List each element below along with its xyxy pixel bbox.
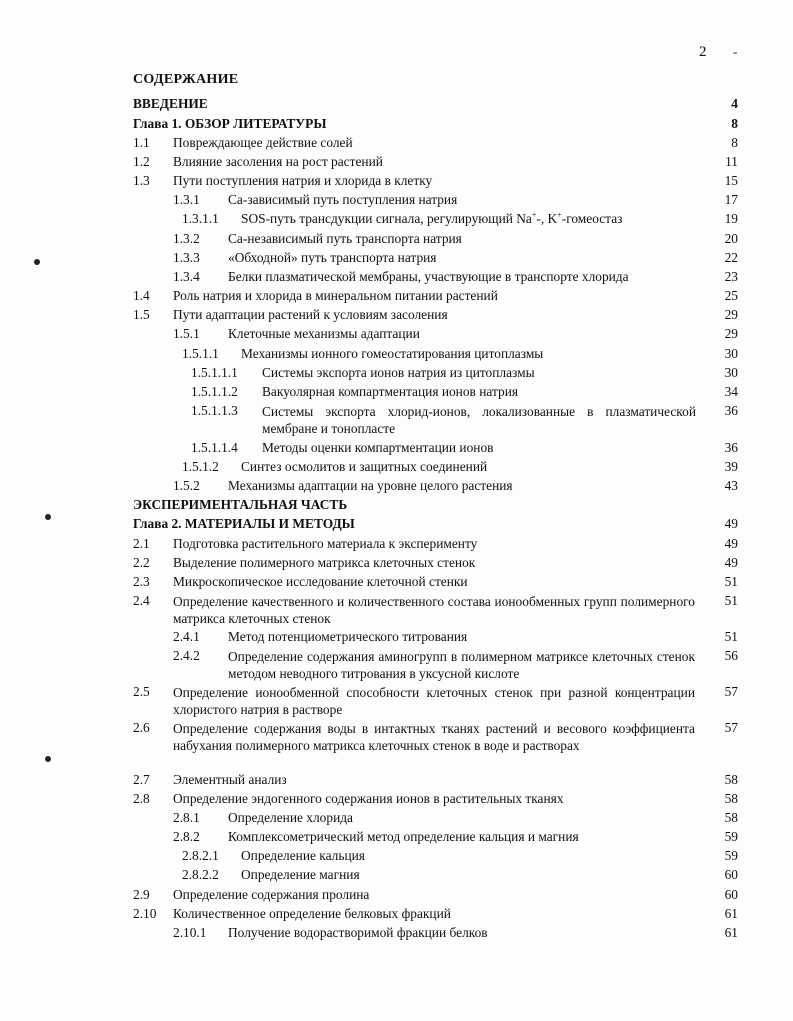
toc-entry-page: 60 (724, 887, 738, 902)
toc-entry-title: Определение содержания пролина (173, 887, 370, 902)
toc-entry-page: 49 (724, 516, 738, 531)
toc-entry-page: 8 (731, 116, 738, 131)
binder-hole-mark (34, 259, 40, 265)
toc-entry-title: Синтез осмолитов и защитных соединений (241, 459, 488, 474)
toc-entry-page: 34 (724, 384, 738, 399)
toc-entry-page: 51 (724, 574, 738, 589)
toc-entry-title: Глава 2. МАТЕРИАЛЫ И МЕТОДЫ (133, 516, 355, 531)
toc-entry-number: 2.9 (133, 887, 150, 902)
toc-entry-number: 2.10 (133, 906, 157, 921)
toc-entry-title: Са-независимый путь транспорта натрия (228, 231, 462, 246)
toc-entry-title: Глава 1. ОБЗОР ЛИТЕРАТУРЫ (133, 116, 327, 131)
toc-entry-page: 25 (724, 288, 738, 303)
toc-entry-number: 2.8.1 (173, 810, 200, 825)
toc-entry-number: 1.5 (133, 307, 150, 322)
toc-entry-title: Са-зависимый путь поступления натрия (228, 192, 458, 207)
toc-entry-title: Определение кальция (241, 848, 365, 863)
toc-entry-title: Определение качественного и количественного состава ионообменных групп полимерного матрикса клеточных стенок (173, 594, 695, 626)
toc-entry-page: 4 (731, 96, 738, 111)
toc-entry-title: Пути поступления натрия и хлорида в клетку (173, 173, 433, 188)
toc-entry-number: 2.6 (133, 720, 150, 735)
toc-entry-number: 2.4 (133, 593, 150, 608)
toc-entry-title: Комплексометрический метод определение кальция и магния (228, 829, 579, 844)
toc-entry-number: 2.10.1 (173, 925, 207, 940)
toc-entry-number: 1.5.1.1.2 (191, 384, 238, 399)
toc-entry-title: Системы экспорта ионов натрия из цитоплазмы (262, 365, 535, 380)
toc-entry-page: 36 (724, 403, 738, 418)
toc-entry-title: Пути адаптации растений к условиям засоления (173, 307, 448, 322)
toc-entry-page: 15 (724, 173, 738, 188)
toc-entry-number: 1.3.3 (173, 250, 200, 265)
toc-entry-title: Элементный анализ (173, 772, 287, 787)
toc-entry-page: 59 (724, 848, 738, 863)
toc-entry-title: Определение эндогенного содержания ионов в растительных тканях (173, 791, 564, 806)
toc-entry-number: 1.5.1.2 (182, 459, 219, 474)
toc-entry-number: 1.5.1.1.4 (191, 440, 238, 455)
toc-entry-title: Белки плазматической мембраны, участвующие в транспорте хлорида (228, 269, 629, 284)
toc-entry-number: 2.2 (133, 555, 150, 570)
toc-entry-number: 1.3.1.1 (182, 211, 219, 226)
toc-entry-number: 1.3.1 (173, 192, 200, 207)
toc-entry-title: Количественное определение белковых фракций (173, 906, 451, 921)
toc-entry-page: 19 (724, 211, 738, 226)
toc-entry-page: 49 (724, 536, 738, 551)
toc-entry-number: 2.4.2 (173, 648, 200, 663)
toc-entry-number: 2.3 (133, 574, 150, 589)
toc-entry-number: 1.5.1.1 (182, 346, 219, 361)
toc-entry-title: «Обходной» путь транспорта натрия (228, 250, 437, 265)
toc-entry-page: 56 (724, 648, 738, 663)
toc-entry-title: Подготовка растительного материала к эксперименту (173, 536, 478, 551)
toc-entry-page: 51 (724, 629, 738, 644)
toc-entry-number: 1.5.1.1.1 (191, 365, 238, 380)
toc-entry-number: 1.3 (133, 173, 150, 188)
toc-entry-title: Механизмы адаптации на уровне целого растения (228, 478, 513, 493)
toc-entry-title: Системы экспорта хлорид-ионов, локализованные в плазматической мембране и тонопласте (262, 404, 696, 436)
toc-entry-title: Определение ионообменной способности клеточных стенок при разной концентрации хлористого натрия в растворе (173, 685, 695, 717)
toc-entry-page: 58 (724, 791, 738, 806)
toc-entry-title: Методы оценки компартментации ионов (262, 440, 494, 455)
toc-entry-title: Повреждающее действие солей (173, 135, 353, 150)
toc-entry-title: Вакуолярная компартментация ионов натрия (262, 384, 519, 399)
toc-entry-page: 61 (724, 906, 738, 921)
toc-entry-page: 23 (724, 269, 738, 284)
toc-entry-page: 49 (724, 555, 738, 570)
toc-entry-title: SOS-путь трансдукции сигнала, регулирующий Na+-, K+-гомеостаз (241, 210, 623, 226)
toc-entry-page: 58 (724, 810, 738, 825)
toc-entry-title: ЭКСПЕРИМЕНТАЛЬНАЯ ЧАСТЬ (133, 497, 348, 512)
toc-entry-title: Роль натрия и хлорида в минеральном питании растений (173, 288, 498, 303)
toc-entry-title: Определение содержания аминогрупп в полимерном матриксе клеточных стенок методом неводного титрования в уксусной кислоте (228, 649, 695, 681)
toc-entry-page: 60 (724, 867, 738, 882)
toc-entry-number: 2.8.2.2 (182, 867, 219, 882)
toc-entry-page: 43 (724, 478, 738, 493)
page-number: 2 (699, 44, 707, 60)
toc-entry-page: 22 (724, 250, 738, 265)
toc-entry-title: Определение хлорида (228, 810, 353, 825)
toc-entry-page: 30 (724, 346, 738, 361)
binder-hole-mark (45, 514, 51, 520)
toc-entry-page: 8 (731, 135, 738, 150)
toc-entry-page: 59 (724, 829, 738, 844)
toc-entry-page: 57 (724, 720, 738, 735)
binder-hole-mark (45, 756, 51, 762)
toc-entry-title: Метод потенциометрического титрования (228, 629, 468, 644)
toc-entry-title: Определение магния (241, 867, 360, 882)
toc-entry-number: 2.8 (133, 791, 150, 806)
toc-entry-number: 1.5.1 (173, 326, 200, 341)
toc-entry-page: 51 (724, 593, 738, 608)
toc-entry-number: 1.5.2 (173, 478, 200, 493)
toc-entry-page: 61 (724, 925, 738, 940)
toc-entry-page: 11 (725, 154, 738, 169)
toc-entry-title: Влияние засоления на рост растений (173, 154, 383, 169)
toc-entry-number: 2.1 (133, 536, 150, 551)
toc-entry-page: 17 (724, 192, 738, 207)
toc-entry-number: 1.3.4 (173, 269, 200, 284)
toc-entry-title: Выделение полимерного матрикса клеточных стенок (173, 555, 476, 570)
toc-entry-number: 2.8.2 (173, 829, 200, 844)
toc-entry-title: Клеточные механизмы адаптации (228, 326, 420, 341)
toc-entry-title: Определение содержания воды в интактных тканях растений и весового коэффициента набухания полимерного матрикса клеточных стенок в воде и растворах (173, 721, 695, 753)
toc-entry-title: Механизмы ионного гомеостатирования цитоплазмы (241, 346, 544, 361)
toc-entry-number: 2.4.1 (173, 629, 200, 644)
toc-entry-number: 1.3.2 (173, 231, 200, 246)
toc-entry-page: 29 (724, 307, 738, 322)
toc-entry-number: 2.5 (133, 684, 150, 699)
page-mark: - (733, 44, 738, 59)
toc-entry-page: 30 (724, 365, 738, 380)
toc-heading: СОДЕРЖАНИЕ (133, 72, 239, 87)
toc-entry-number: 1.1 (133, 135, 150, 150)
toc-entry-number: 1.2 (133, 154, 150, 169)
toc-entry-page: 57 (724, 684, 738, 699)
toc-entry-title: Получение водорастворимой фракции белков (228, 925, 488, 940)
toc-entry-number: 2.8.2.1 (182, 848, 219, 863)
toc-entry-title: Микроскопическое исследование клеточной стенки (173, 574, 468, 589)
toc-entry-page: 20 (724, 231, 738, 246)
toc-entry-page: 58 (724, 772, 738, 787)
toc-entry-number: 2.7 (133, 772, 150, 787)
toc-entry-number: 1.4 (133, 288, 150, 303)
toc-entry-page: 29 (724, 326, 738, 341)
toc-entry-page: 39 (724, 459, 738, 474)
toc-entry-page: 36 (724, 440, 738, 455)
toc-entry-number: 1.5.1.1.3 (191, 403, 238, 418)
toc-entry-title: ВВЕДЕНИЕ (133, 96, 208, 111)
